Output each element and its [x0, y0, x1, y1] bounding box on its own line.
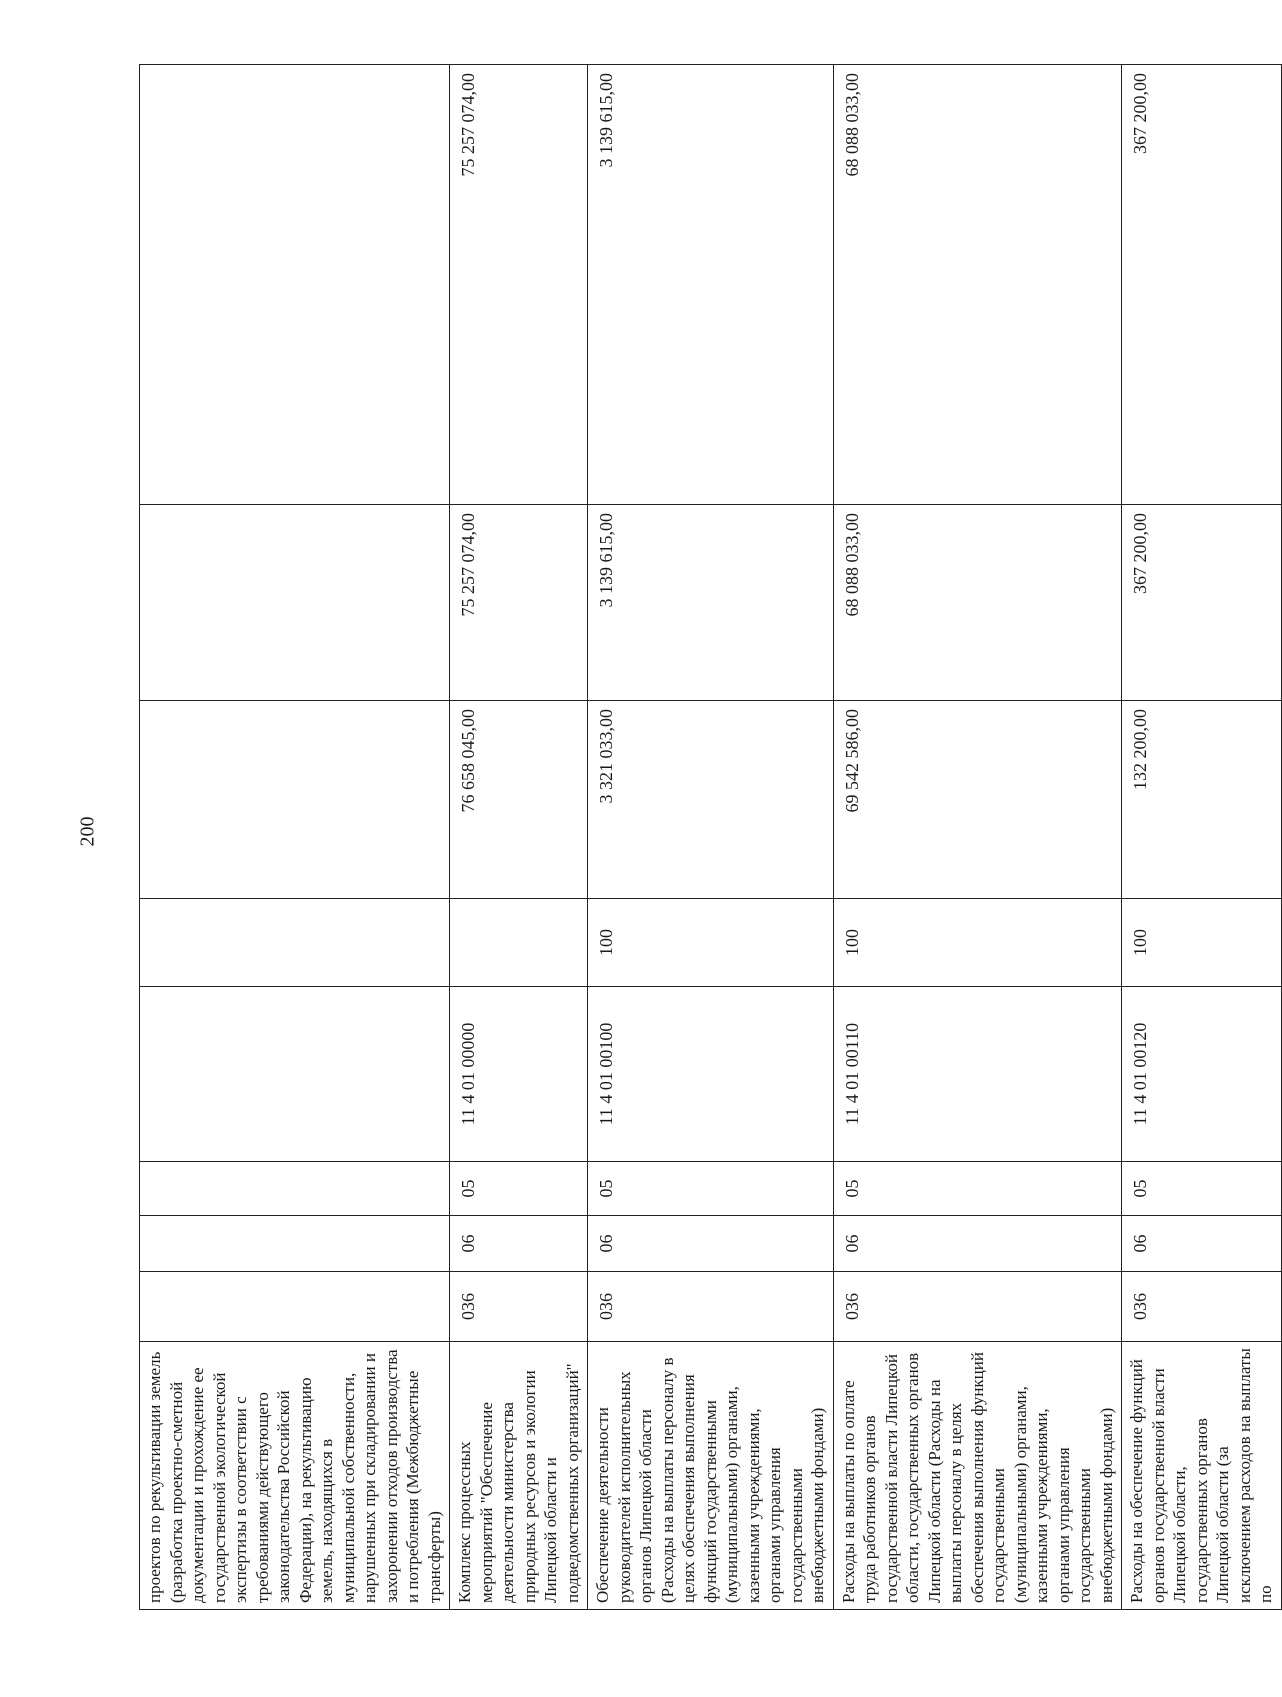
rotated-table-container: [139, 65, 1275, 1610]
item-name-cell: Расходы на выплаты по оплате труда работников органов государственной власти Липецкой области, государственных органов Липецкой области (Расходы на выплаты персоналу в целях обеспечения выполнения функций государственными (муниципальными) органами, казенными учреждениями, органами управления государственными внебюджетными фондами): [833, 1342, 1122, 1610]
sum-year3-cell: 68 088 033,00: [833, 65, 1122, 505]
sum-year3-cell: [140, 65, 450, 505]
budget-table-page: [139, 65, 1275, 1610]
admin-code-cell: 036: [1122, 1272, 1282, 1342]
section-cell: 06: [450, 1216, 588, 1272]
sum-year1-cell: 76 658 045,00: [450, 701, 588, 899]
admin-code-cell: 036: [833, 1272, 1122, 1342]
section-cell: 06: [588, 1216, 834, 1272]
table-row: [450, 65, 588, 1610]
admin-code-cell: [140, 1272, 450, 1342]
table-row: [1122, 65, 1282, 1610]
sum-year2-cell: 68 088 033,00: [833, 505, 1122, 701]
section-cell: 06: [1122, 1216, 1282, 1272]
item-name-cell: Обеспечение деятельности руководителей исполнительных органов Липецкой области (Расходы на выплаты персоналу в целях обеспечения выполнения функций государственными (муниципальными) органами, казенными учреждениями, органами управления государственными внебюджетными фондами): [588, 1342, 834, 1610]
table-row: [833, 65, 1122, 1610]
subsection-cell: [140, 1162, 450, 1216]
sum-year2-cell: [140, 505, 450, 701]
target-article-cell: 11 4 01 00100: [588, 987, 834, 1162]
subsection-cell: 05: [588, 1162, 834, 1216]
subsection-cell: 05: [450, 1162, 588, 1216]
item-name-cell: проектов по рекультивации земель (разработка проектно-сметной документации и прохождение ее государственной экологической экспертизы в соответствии с требованиями действующего законодательства Российской Федерации), на рекультивацию земель, находящихся в муниципальной собственности, нарушенных при складировании и захоронении отходов производства и потребления (Межбюджетные трансферты): [140, 1342, 450, 1610]
sum-year2-cell: 3 139 615,00: [588, 505, 834, 701]
section-cell: 06: [833, 1216, 1122, 1272]
sum-year3-cell: 367 200,00: [1122, 65, 1282, 505]
target-article-cell: 11 4 01 00110: [833, 987, 1122, 1162]
expense-type-cell: 100: [833, 899, 1122, 987]
subsection-cell: 05: [833, 1162, 1122, 1216]
expense-type-cell: [140, 899, 450, 987]
target-article-cell: 11 4 01 00120: [1122, 987, 1282, 1162]
admin-code-cell: 036: [588, 1272, 834, 1342]
sum-year3-cell: 75 257 074,00: [450, 65, 588, 505]
sum-year2-cell: 75 257 074,00: [450, 505, 588, 701]
table-row: [140, 65, 450, 1610]
table-row: [588, 65, 834, 1610]
sum-year2-cell: 367 200,00: [1122, 505, 1282, 701]
sum-year3-cell: 3 139 615,00: [588, 65, 834, 505]
target-article-cell: [140, 987, 450, 1162]
expense-type-cell: [450, 899, 588, 987]
sum-year1-cell: [140, 701, 450, 899]
expense-type-cell: 100: [588, 899, 834, 987]
expense-type-cell: 100: [1122, 899, 1282, 987]
sum-year1-cell: 69 542 586,00: [833, 701, 1122, 899]
item-name-cell: Расходы на обеспечение функций органов государственной власти Липецкой области, государственных органов Липецкой области (за исключением расходов на выплаты по: [1122, 1342, 1282, 1610]
sum-year1-cell: 132 200,00: [1122, 701, 1282, 899]
item-name-cell: Комплекс процессных мероприятий "Обеспечение деятельности министерства природных ресурсов и экологии Липецкой области и подведомственных организаций": [450, 1342, 588, 1610]
section-cell: [140, 1216, 450, 1272]
target-article-cell: 11 4 01 00000: [450, 987, 588, 1162]
budget-table: [139, 64, 1282, 1610]
sum-year1-cell: 3 321 033,00: [588, 701, 834, 899]
subsection-cell: 05: [1122, 1162, 1282, 1216]
page-number: 200: [76, 816, 99, 847]
admin-code-cell: 036: [450, 1272, 588, 1342]
